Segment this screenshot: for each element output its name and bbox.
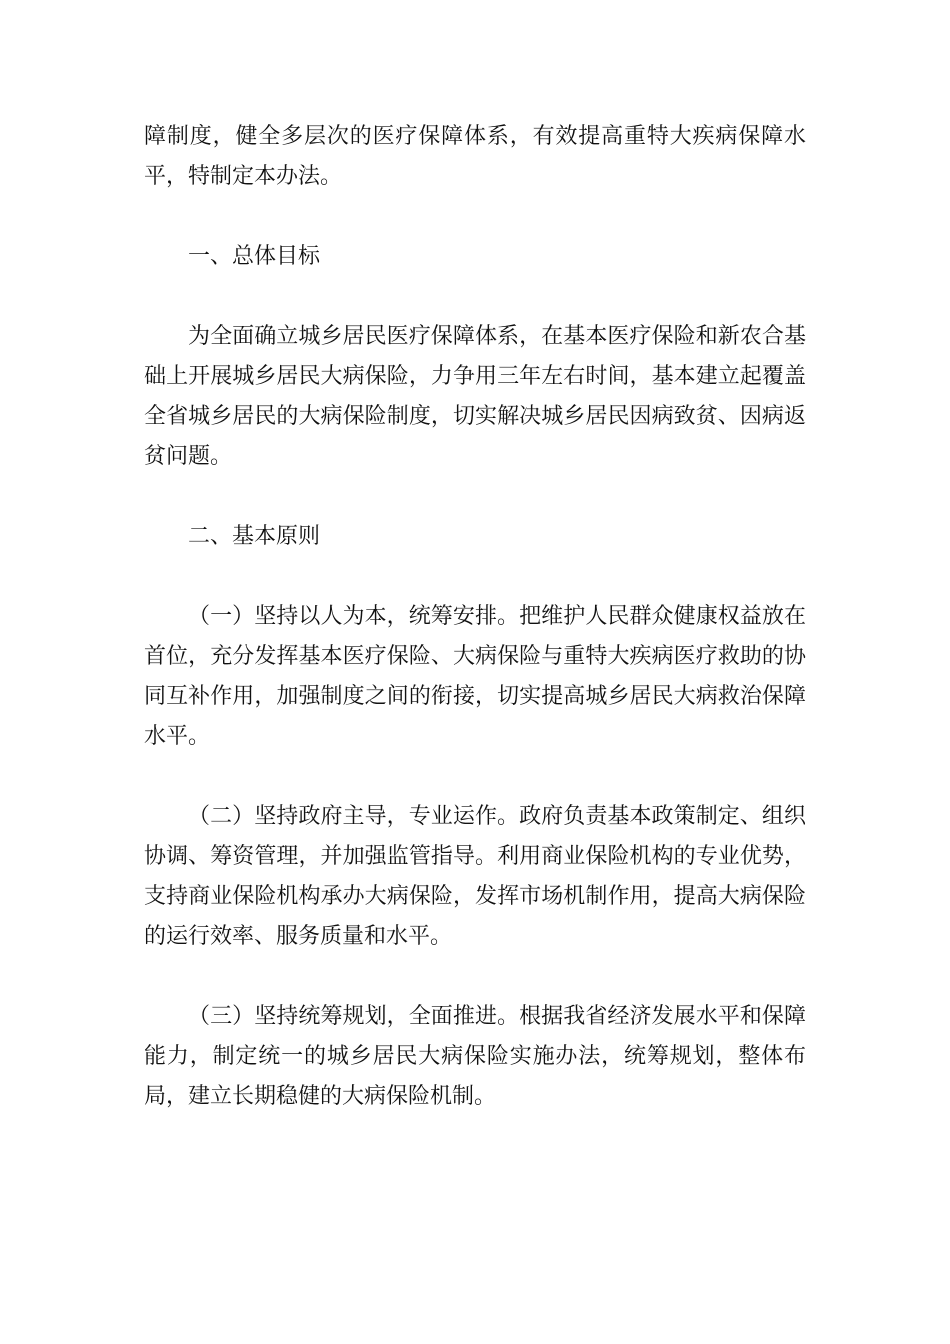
paragraph-principle-1: （一）坚持以人为本，统筹安排。把维护人民群众健康权益放在首位，充分发挥基本医疗保险、大病保险与重特大疾病医疗救助的协同互补作用，加强制度之间的衔接，切实提高城乡居民大病救治保障水平。 — [144, 604, 806, 749]
document-body — [144, 117, 806, 1117]
paragraph-continuation: 障制度，健全多层次的医疗保障体系，有效提高重特大疾病保障水平，特制定本办法。 — [144, 124, 806, 189]
section-heading-basic-principles: 二、基本原则 — [188, 524, 321, 549]
paragraph-principle-3: （三）坚持统筹规划，全面推进。根据我省经济发展水平和保障能力，制定统一的城乡居民大病保险实施办法，统筹规划，整体布局，建立长期稳健的大病保险机制。 — [144, 1004, 806, 1109]
section-heading-overall-goal: 一、总体目标 — [188, 244, 321, 269]
paragraph-principle-2: （二）坚持政府主导，专业运作。政府负责基本政策制定、组织协调、筹资管理，并加强监管指导。利用商业保险机构的专业优势，支持商业保险机构承办大病保险，发挥市场机制作用，提高大病保险的运行效率、服务质量和水平。 — [144, 804, 806, 949]
paragraph-overall-goal: 为全面确立城乡居民医疗保障体系，在基本医疗保险和新农合基础上开展城乡居民大病保险，力争用三年左右时间，基本建立起覆盖全省城乡居民的大病保险制度，切实解决城乡居民因病致贫、因病返贫问题。 — [144, 324, 806, 469]
